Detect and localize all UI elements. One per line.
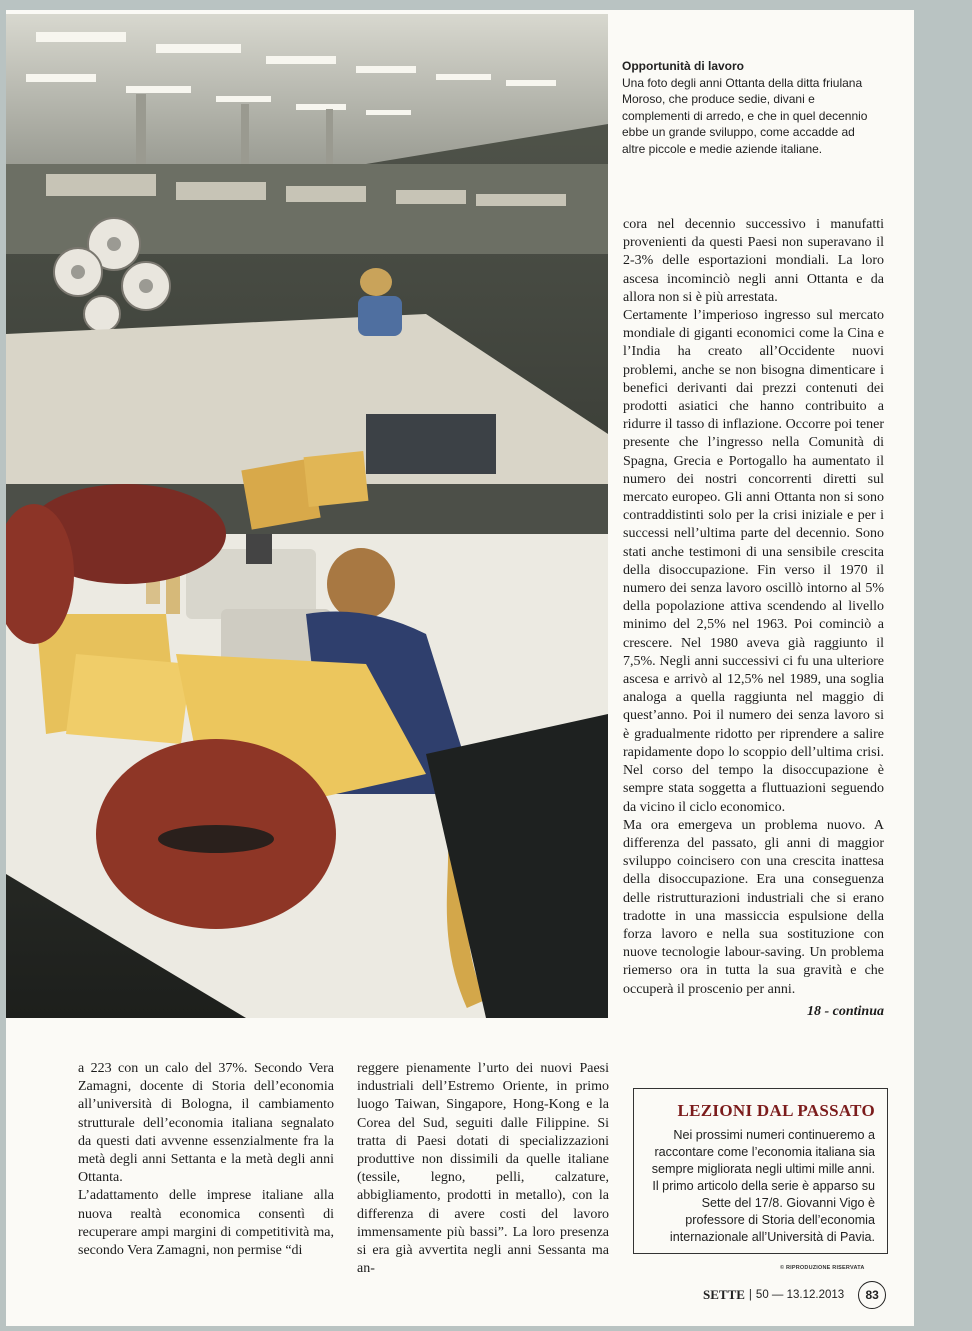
paragraph: Certamente l’imperioso ingresso sul mercato mondiale di giganti economici come la Cina e l’India ha creato all’Occidente nuovi problemi, anche se non bisogna dimenticare i benefici derivanti dai prezzi contenuti dei prodotti asiatici che hanno contribuito a ridurre il tasso di inflazione. Occorre poi tener presente che l’ingresso nella Comunità di Spagna, Grecia e Portogallo ha aumentato il numero dei nostri concorrenti diretti sul mercato europeo. Gli anni Ottanta non si sono contraddistinti solo per la crisi iniziale e per i successi nell’ultima parte del decennio. Sono stati anche testimoni di una sensibile crescita della disoccupazione. Fin verso il 1970 il numero dei senza lavoro oscillò intorno al 5% della popolazione attiva scendendo al livello minimo del 2,5% nel 1963. Poi cominciò a crescere. Nel 1980 aveva già raggiunto il 7,5%. Negli anni successivi ci fu una ulteriore ascesa e arrivò al 12,5% nel 1989, una soglia analoga a quella raggiunta nel maggio di quest’anno. Poi il numero dei senza lavoro si è gradualmente ridotto per riprendere a salire rapidamente dopo lo scoppio dell’ultima crisi. Nel corso del tempo la disoccupazione è sempre stata soggetta a fluttuazioni seguendo da vicino il ciclo economico. — [623, 308, 884, 815]
sidebar-box — [633, 1088, 888, 1254]
footer-divider: | — [748, 1289, 752, 1301]
article-column-bottom-middle — [357, 1060, 609, 1278]
article-column-bottom-left — [78, 1060, 334, 1260]
issue-date: 50 — 13.12.2013 — [755, 1289, 845, 1301]
page-number: 83 — [858, 1281, 886, 1309]
caption-title: Opportunità di lavoro — [622, 59, 744, 73]
factory-photo — [6, 14, 608, 1018]
page-footer — [703, 1282, 886, 1308]
photo-caption — [622, 58, 872, 157]
box-text: Nei prossimi numeri continueremo a raccontare come l’economia italiana sia sempre migliorata negli ultimi mille anni. Il primo articolo della serie è apparso su Sette del 17/8. Giovanni Vigo è professore di Storia dell’economia internazionale all’Università di Pavia. — [651, 1128, 875, 1244]
box-title: LEZIONI DAL PASSATO — [677, 1101, 875, 1120]
paragraph: Ma ora emergeva un problema nuovo. A differenza del passato, gli anni di maggior sviluppo coincisero con una crescita inattesa della disoccupazione. Era una conseguenza delle ristrutturazioni industriali che si erano tradotte in una massiccia espulsione della forza lavoro e nella sua sostituzione con nuove tecnologie labour-saving. Un problema riemerso ora in tutta la sua gravità e che occuperà il proscenio per anni. — [623, 817, 884, 997]
continua-label: 18 - continua — [806, 1003, 884, 1019]
paragraph: cora nel decennio successivo i manufatti provenienti da questi Paesi non superavano il 2-3% delle esportazioni mondiali. La loro ascesa incominciò negli anni Ottanta e da allora non si è più arrestata. — [623, 217, 884, 305]
article-column-right — [623, 216, 884, 1021]
paragraph: a 223 con un calo del 37%. Secondo Vera Zamagni, docente di Storia dell’economia all’università di Bologna, il cambiamento strutturale dell’economia italiana segnalato da questi dati avvenne essenzialmente fra la metà degli anni Settanta e la metà degli anni Ottanta. — [78, 1061, 334, 1186]
copyright-notice: © RIPRODUZIONE RISERVATA — [780, 1265, 865, 1271]
magazine-name: SETTE — [703, 1287, 745, 1302]
paragraph: reggere pienamente l’urto dei nuovi Paesi industriali dell’Estremo Oriente, in primo luogo Taiwan, Singapore, Hong-Kong e la Corea del Sud, seguiti dalle Filippine. Si tratta di Paesi dotati di specializzazioni produttive non dissimili da quelle italiane (tessile, legno, pelli, calzature, abbigliamento, prodotti in metallo), con la differenza di avere costi del lavoro immensamente più bassi”. La loro presenza si era già avvertita negli anni Sessanta ma an- — [357, 1061, 609, 1277]
paragraph: L’adattamento delle imprese italiane alla nuova realtà economica consentì di recuperare ampi margini di competitività ma, secondo Vera Zamagni, non permise “di — [78, 1188, 334, 1259]
caption-text: Una foto degli anni Ottanta della ditta friulana Moroso, che produce sedie, divani e complementi di arredo, e che in quel decennio ebbe un grande sviluppo, come accadde ad altre piccole e medie aziende italiane. — [622, 75, 868, 156]
